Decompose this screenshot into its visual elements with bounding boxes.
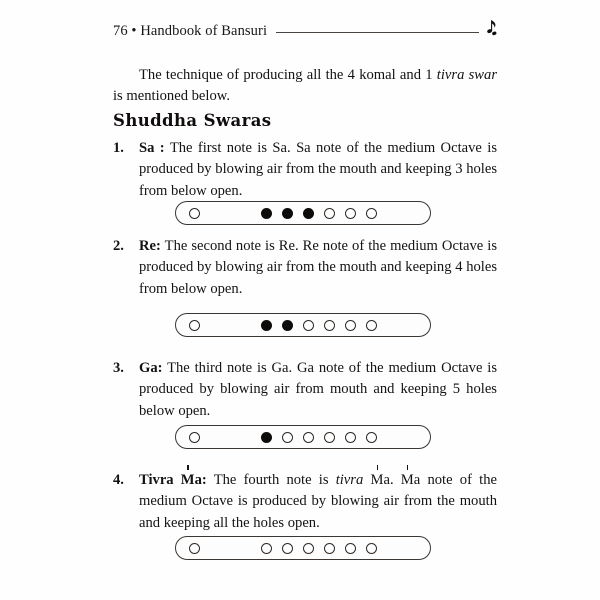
finger-holes bbox=[261, 202, 377, 224]
finger-hole-1 bbox=[261, 320, 272, 331]
note-number: 4. bbox=[113, 472, 124, 488]
note-number: 3. bbox=[113, 360, 124, 376]
finger-hole-2 bbox=[282, 543, 293, 554]
note-text-part1: The fourth note is bbox=[213, 472, 336, 488]
note-item-tivra-ma bbox=[113, 470, 497, 534]
finger-hole-5 bbox=[345, 208, 356, 219]
note-lead: Sa : bbox=[139, 140, 165, 156]
finger-hole-1 bbox=[261, 543, 272, 554]
blow-hole bbox=[189, 208, 200, 219]
finger-hole-5 bbox=[345, 543, 356, 554]
note-text-part4: a note of the medium Octave is produced by blowing air from the mouth and keeping all the holes open. bbox=[139, 472, 497, 531]
note-body bbox=[139, 236, 497, 300]
note-number: 2. bbox=[113, 238, 124, 254]
note-text-italic: tivra bbox=[335, 472, 364, 488]
fingering-diagram-re bbox=[175, 313, 431, 337]
eighth-notes-svg bbox=[482, 19, 498, 38]
finger-hole-6 bbox=[366, 543, 377, 554]
intro-paragraph bbox=[113, 65, 497, 108]
section-heading: Shuddha Swaras bbox=[113, 110, 272, 130]
header-rule bbox=[276, 32, 479, 33]
note-body bbox=[139, 470, 497, 534]
tivra-mark-letter: M bbox=[401, 470, 414, 491]
note-text-part2 bbox=[363, 472, 370, 488]
intro-text-before: The technique of producing all the 4 komal and 1 bbox=[139, 66, 437, 83]
note-item-sa bbox=[113, 138, 497, 202]
note-text: The first note is Sa. Sa note of the medium Octave is produced by blowing air from the mouth and keeping 3 holes from below open. bbox=[139, 140, 498, 199]
note-text: The second note is Re. Re note of the medium Octave is produced by blowing air from the mouth and keeping 4 holes from below open. bbox=[139, 238, 497, 297]
finger-hole-3 bbox=[303, 208, 314, 219]
tivra-mark-letter: M bbox=[370, 470, 383, 491]
note-item-ga bbox=[113, 358, 497, 422]
finger-holes bbox=[261, 537, 377, 559]
finger-hole-2 bbox=[282, 320, 293, 331]
finger-hole-2 bbox=[282, 432, 293, 443]
note-lead: Ga: bbox=[139, 360, 163, 376]
fingering-diagram-ga bbox=[175, 425, 431, 449]
finger-hole-1 bbox=[261, 208, 272, 219]
header-title: 76 • Handbook of Bansuri bbox=[113, 22, 268, 39]
note-lead bbox=[139, 472, 207, 488]
finger-holes bbox=[261, 314, 377, 336]
note-body bbox=[139, 358, 497, 422]
finger-hole-3 bbox=[303, 543, 314, 554]
finger-holes bbox=[261, 426, 377, 448]
finger-hole-2 bbox=[282, 208, 293, 219]
intro-text-after: is mentioned below. bbox=[113, 88, 230, 105]
running-header bbox=[113, 20, 498, 42]
note-lead-plain: Tivra bbox=[139, 472, 181, 488]
note-number: 1. bbox=[113, 140, 124, 156]
tivra-mark-letter: M bbox=[181, 470, 195, 491]
eighth-notes-icon bbox=[482, 19, 498, 42]
fingering-diagram-tivra-ma bbox=[175, 536, 431, 560]
note-lead: Re: bbox=[139, 238, 161, 254]
note-lead-tail: a: bbox=[194, 472, 207, 488]
finger-hole-6 bbox=[366, 320, 377, 331]
finger-hole-6 bbox=[366, 432, 377, 443]
finger-hole-1 bbox=[261, 432, 272, 443]
fingering-diagram-sa bbox=[175, 201, 431, 225]
finger-hole-3 bbox=[303, 432, 314, 443]
finger-hole-5 bbox=[345, 320, 356, 331]
finger-hole-3 bbox=[303, 320, 314, 331]
note-text-part3: a. bbox=[383, 472, 401, 488]
finger-hole-4 bbox=[324, 432, 335, 443]
intro-italic: tivra swar bbox=[436, 66, 497, 83]
blow-hole bbox=[189, 543, 200, 554]
finger-hole-4 bbox=[324, 320, 335, 331]
note-item-re bbox=[113, 236, 497, 300]
finger-hole-4 bbox=[324, 543, 335, 554]
note-body bbox=[139, 138, 497, 202]
finger-hole-4 bbox=[324, 208, 335, 219]
finger-hole-5 bbox=[345, 432, 356, 443]
blow-hole bbox=[189, 320, 200, 331]
note-text: The third note is Ga. Ga note of the medium Octave is produced by blowing air from mouth and keeping 5 holes below open. bbox=[139, 360, 497, 419]
finger-hole-6 bbox=[366, 208, 377, 219]
blow-hole bbox=[189, 432, 200, 443]
